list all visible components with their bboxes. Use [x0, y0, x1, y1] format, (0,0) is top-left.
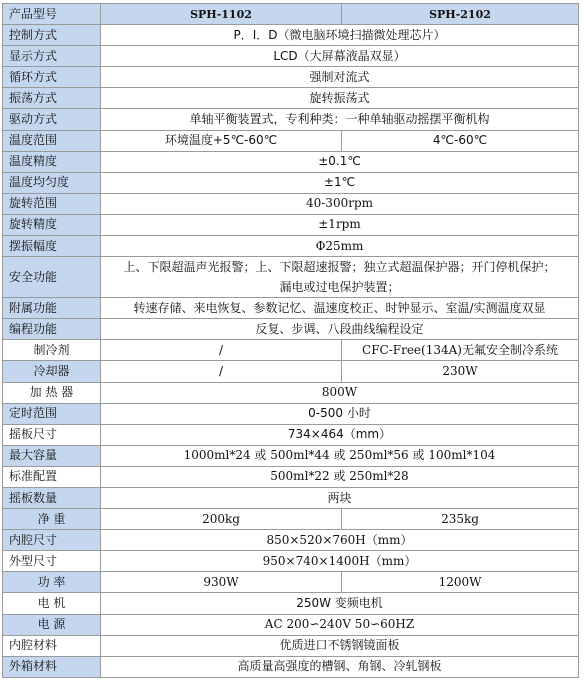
row-value-2: 1200W [342, 572, 579, 593]
row-label: 外箱材料 [3, 656, 101, 677]
row-refrigerant [3, 340, 579, 361]
row-label: 控制方式 [3, 25, 101, 46]
row-amplitude [3, 236, 579, 257]
row-label: 冷却器 [3, 361, 101, 382]
row-label: 驱动方式 [3, 109, 101, 130]
row-inner-material [3, 635, 579, 656]
row-label: 温度范围 [3, 130, 101, 151]
row-circulation [3, 67, 579, 88]
row-label: 摇板数量 [3, 487, 101, 508]
model-1: SPH-1102 [101, 4, 342, 25]
row-value-1: 930W [101, 572, 342, 593]
row-label: 电 机 [3, 593, 101, 614]
row-rotation-precision [3, 214, 579, 235]
row-value [101, 257, 579, 298]
row-value: ±1℃ [101, 172, 579, 193]
row-value-2: 235kg [342, 509, 579, 530]
row-value: ±0.1℃ [101, 151, 579, 172]
row-label: 旋转范围 [3, 193, 101, 214]
row-drive [3, 109, 579, 130]
row-label: 电 源 [3, 614, 101, 635]
row-value-1: 200kg [101, 509, 342, 530]
row-temp-precision [3, 151, 579, 172]
row-label: 内腔材料 [3, 635, 101, 656]
row-value: 反复、步调、八段曲线编程设定 [101, 319, 579, 340]
row-value-1: 环境温度+5℃-60℃ [101, 130, 342, 151]
row-label: 外型尺寸 [3, 551, 101, 572]
row-inner-size [3, 530, 579, 551]
row-temp-uniformity [3, 172, 579, 193]
row-label: 制冷剂 [3, 340, 101, 361]
row-label: 温度均匀度 [3, 172, 101, 193]
row-label: 功 率 [3, 572, 101, 593]
row-standard-config [3, 466, 579, 487]
row-label: 标准配置 [3, 466, 101, 487]
row-outer-size [3, 551, 579, 572]
row-value: 强制对流式 [101, 67, 579, 88]
row-label: 定时范围 [3, 403, 101, 424]
row-value: LCD（大屏幕液晶双显） [101, 46, 579, 67]
row-plate-count [3, 487, 579, 508]
row-label: 循环方式 [3, 67, 101, 88]
row-power [3, 572, 579, 593]
row-value: 800W [101, 382, 579, 403]
row-label: 净 重 [3, 509, 101, 530]
row-plate-size [3, 424, 579, 445]
row-power-supply [3, 614, 579, 635]
row-value: 两块 [101, 487, 579, 508]
row-label: 温度精度 [3, 151, 101, 172]
row-rotation-range [3, 193, 579, 214]
row-value: 0-500 小时 [101, 403, 579, 424]
row-value: 转速存储、来电恢复、参数记忆、温速度校正、时钟显示、室温/实测温度双显 [101, 298, 579, 319]
row-label: 显示方式 [3, 46, 101, 67]
row-label: 最大容量 [3, 445, 101, 466]
row-display-method [3, 46, 579, 67]
row-label: 安全功能 [3, 257, 101, 298]
row-label: 内腔尺寸 [3, 530, 101, 551]
row-value: 优质进口不锈钢镜面板 [101, 635, 579, 656]
row-accessory [3, 298, 579, 319]
row-timer [3, 403, 579, 424]
row-motor [3, 593, 579, 614]
row-label: 振荡方式 [3, 88, 101, 109]
row-value-2: 4℃-60℃ [342, 130, 579, 151]
row-programming [3, 319, 579, 340]
spec-table [2, 3, 579, 678]
row-label: 编程功能 [3, 319, 101, 340]
row-value: AC 200∽240V 50∽60HZ [101, 614, 579, 635]
row-value: P．I．D（微电脑环境扫描微处理芯片） [101, 25, 579, 46]
row-value: 旋转振荡式 [101, 88, 579, 109]
row-label: 附属功能 [3, 298, 101, 319]
row-heater [3, 382, 579, 403]
row-label: 摆振幅度 [3, 236, 101, 257]
row-temp-range [3, 130, 579, 151]
row-safety [3, 257, 579, 298]
row-oscillation [3, 88, 579, 109]
row-value: Φ25mm [101, 236, 579, 257]
row-value: 40-300rpm [101, 193, 579, 214]
header-row [3, 4, 579, 25]
row-net-weight [3, 509, 579, 530]
row-value: 500ml*22 或 250ml*28 [101, 466, 579, 487]
row-label: 摇板尺寸 [3, 424, 101, 445]
row-max-capacity [3, 445, 579, 466]
row-outer-material [3, 656, 579, 677]
safety-line-1: 上、下限超温声光报警；上、下限超速报警；独立式超温保护器；开门停机保护； [123, 260, 556, 275]
row-value: 单轴平衡装置式，专利种类：一种单轴驱动摇摆平衡机构 [101, 109, 579, 130]
row-cooler [3, 361, 579, 382]
row-value-2: CFC-Free(134A)无氟安全制冷系统 [342, 340, 579, 361]
row-value-1: / [101, 340, 342, 361]
row-value: 850×520×760H（mm） [101, 530, 579, 551]
row-value: ±1rpm [101, 214, 579, 235]
row-value: 1000ml*24 或 500ml*44 或 250ml*56 或 100ml*104 [101, 445, 579, 466]
row-control-method [3, 25, 579, 46]
safety-line-2: 漏电或过电保护装置； [279, 280, 400, 295]
row-value: 950×740×1400H（mm） [101, 551, 579, 572]
row-label: 加 热 器 [3, 382, 101, 403]
header-label: 产品型号 [3, 4, 101, 25]
model-2: SPH-2102 [342, 4, 579, 25]
row-value: 250W 变频电机 [101, 593, 579, 614]
row-value: 734×464（mm） [101, 424, 579, 445]
row-label: 旋转精度 [3, 214, 101, 235]
row-value-1: / [101, 361, 342, 382]
row-value: 高质量高强度的槽钢、角钢、冷轧钢板 [101, 656, 579, 677]
row-value-2: 230W [342, 361, 579, 382]
